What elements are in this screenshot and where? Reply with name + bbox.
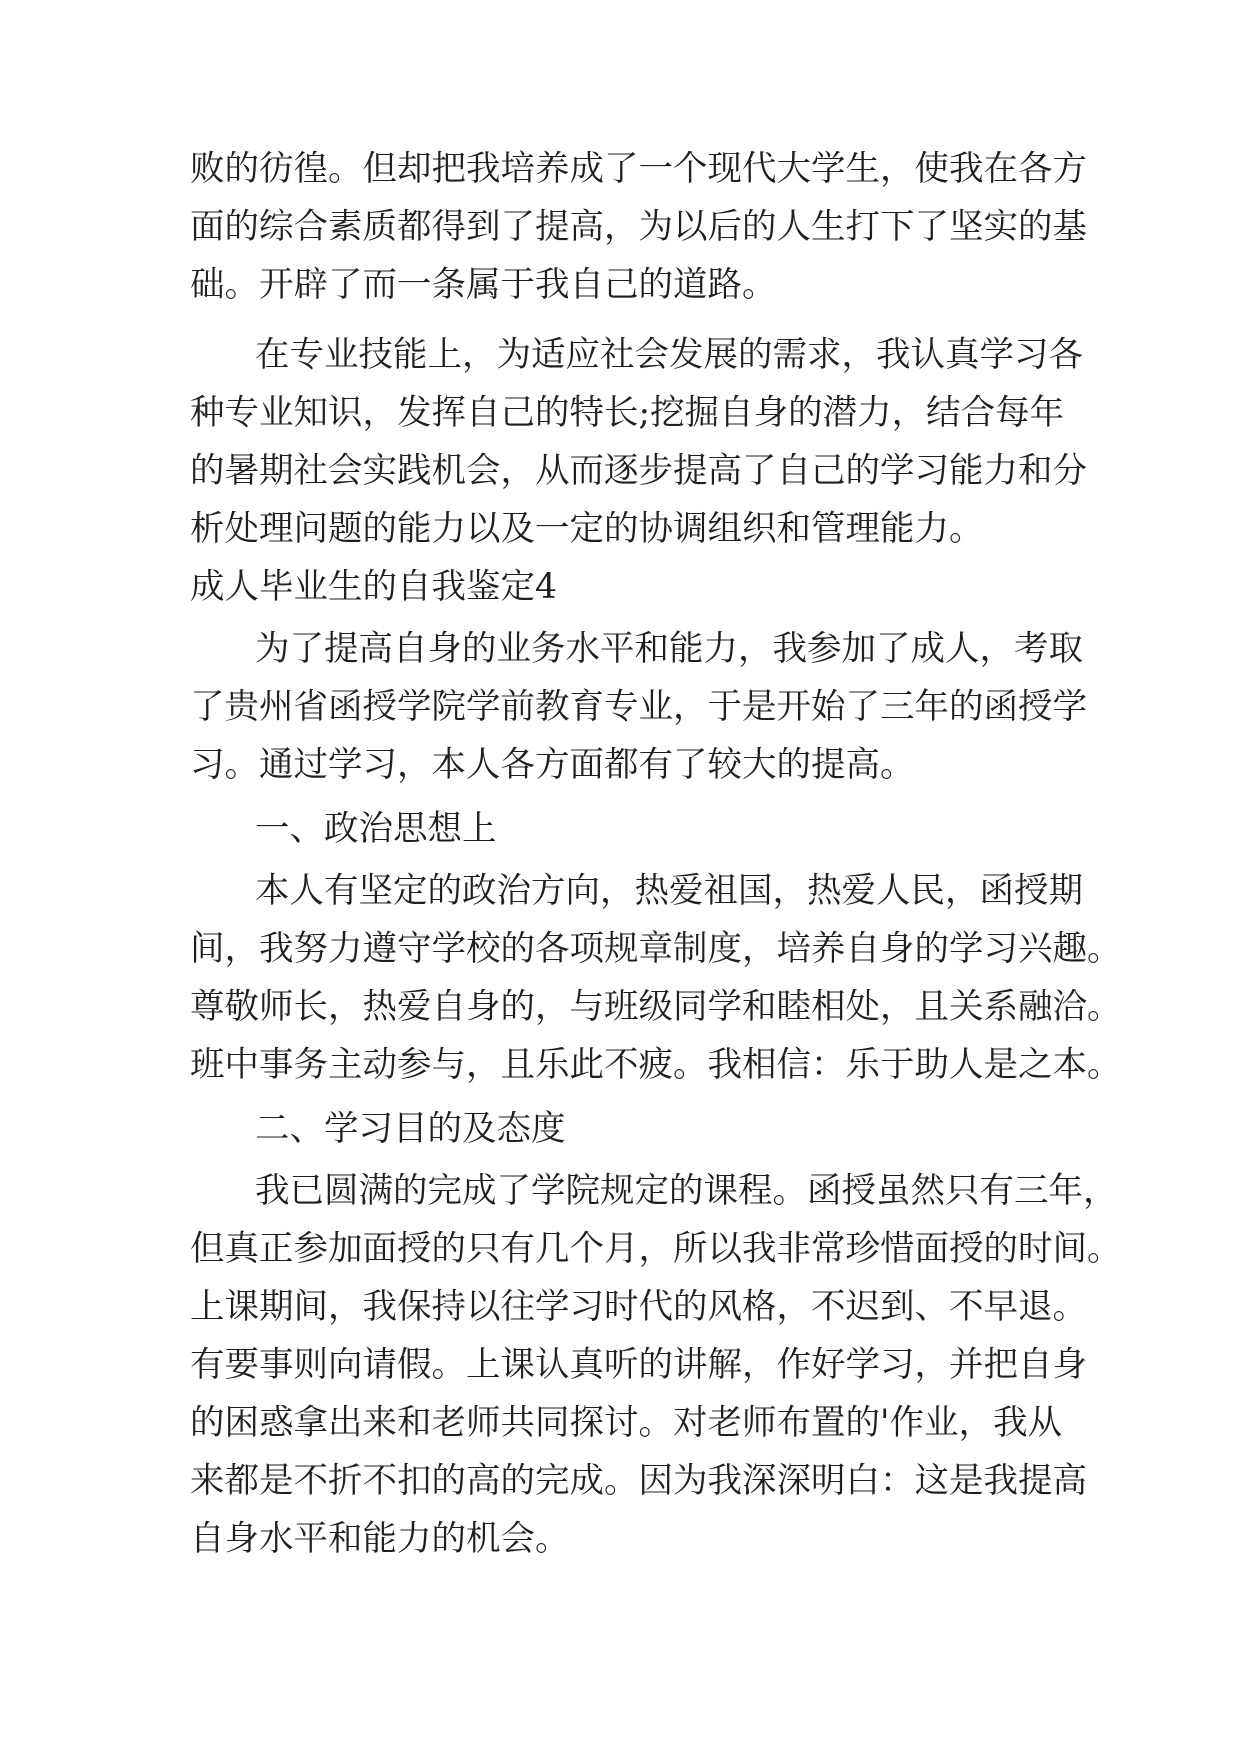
text-line: 败的彷徨。但却把我培养成了一个现代大学生，使我在各方: [190, 149, 1087, 189]
text-line: 自身水平和能力的机会。: [190, 1519, 570, 1559]
text-line: 有要事则向请假。上课认真听的讲解，作好学习，并把自身: [190, 1345, 1087, 1385]
paragraph-start-line: 我已圆满的完成了学院规定的课程。函授虽然只有三年，: [255, 1171, 1118, 1211]
text-line: 间，我努力遵守学校的各项规章制度，培养自身的学习兴趣。: [190, 929, 1122, 969]
text-line: 班中事务主动参与，且乐此不疲。我相信：乐于助人是之本。: [190, 1045, 1122, 1085]
text-line: 的暑期社会实践机会，从而逐步提高了自己的学习能力和分: [190, 451, 1087, 491]
paragraph-start-line: 在专业技能上，为适应社会发展的需求，我认真学习各: [255, 335, 1083, 375]
subsection-heading: 一、政治思想上: [255, 809, 497, 849]
subsection-heading: 二、学习目的及态度: [255, 1109, 566, 1149]
section-title: 成人毕业生的自我鉴定4: [190, 567, 557, 607]
text-line: 上课期间，我保持以往学习时代的风格，不迟到、不早退。: [190, 1287, 1087, 1327]
paragraph-start-line: 为了提高自身的业务水平和能力，我参加了成人，考取: [255, 629, 1083, 669]
text-line: 面的综合素质都得到了提高，为以后的人生打下了坚实的基: [190, 207, 1087, 247]
text-line: 但真正参加面授的只有几个月，所以我非常珍惜面授的时间。: [190, 1229, 1122, 1269]
text-line: 的困惑拿出来和老师共同探讨。对老师布置的'作业，我从: [190, 1403, 1062, 1443]
text-line: 了贵州省函授学院学前教育专业，于是开始了三年的函授学: [190, 687, 1087, 727]
text-line: 习。通过学习，本人各方面都有了较大的提高。: [190, 745, 915, 785]
text-line: 础。开辟了而一条属于我自己的道路。: [190, 265, 777, 305]
paragraph-start-line: 本人有坚定的政治方向，热爱祖国，热爱人民，函授期: [255, 871, 1083, 911]
text-line: 尊敬师长，热爱自身的，与班级同学和睦相处，且关系融洽。: [190, 987, 1122, 1027]
text-line: 来都是不折不扣的高的完成。因为我深深明白：这是我提高: [190, 1461, 1087, 1501]
text-line: 种专业知识，发挥自己的特长;挖掘自身的潜力，结合每年: [190, 393, 1065, 433]
text-line: 析处理问题的能力以及一定的协调组织和管理能力。: [190, 509, 984, 549]
